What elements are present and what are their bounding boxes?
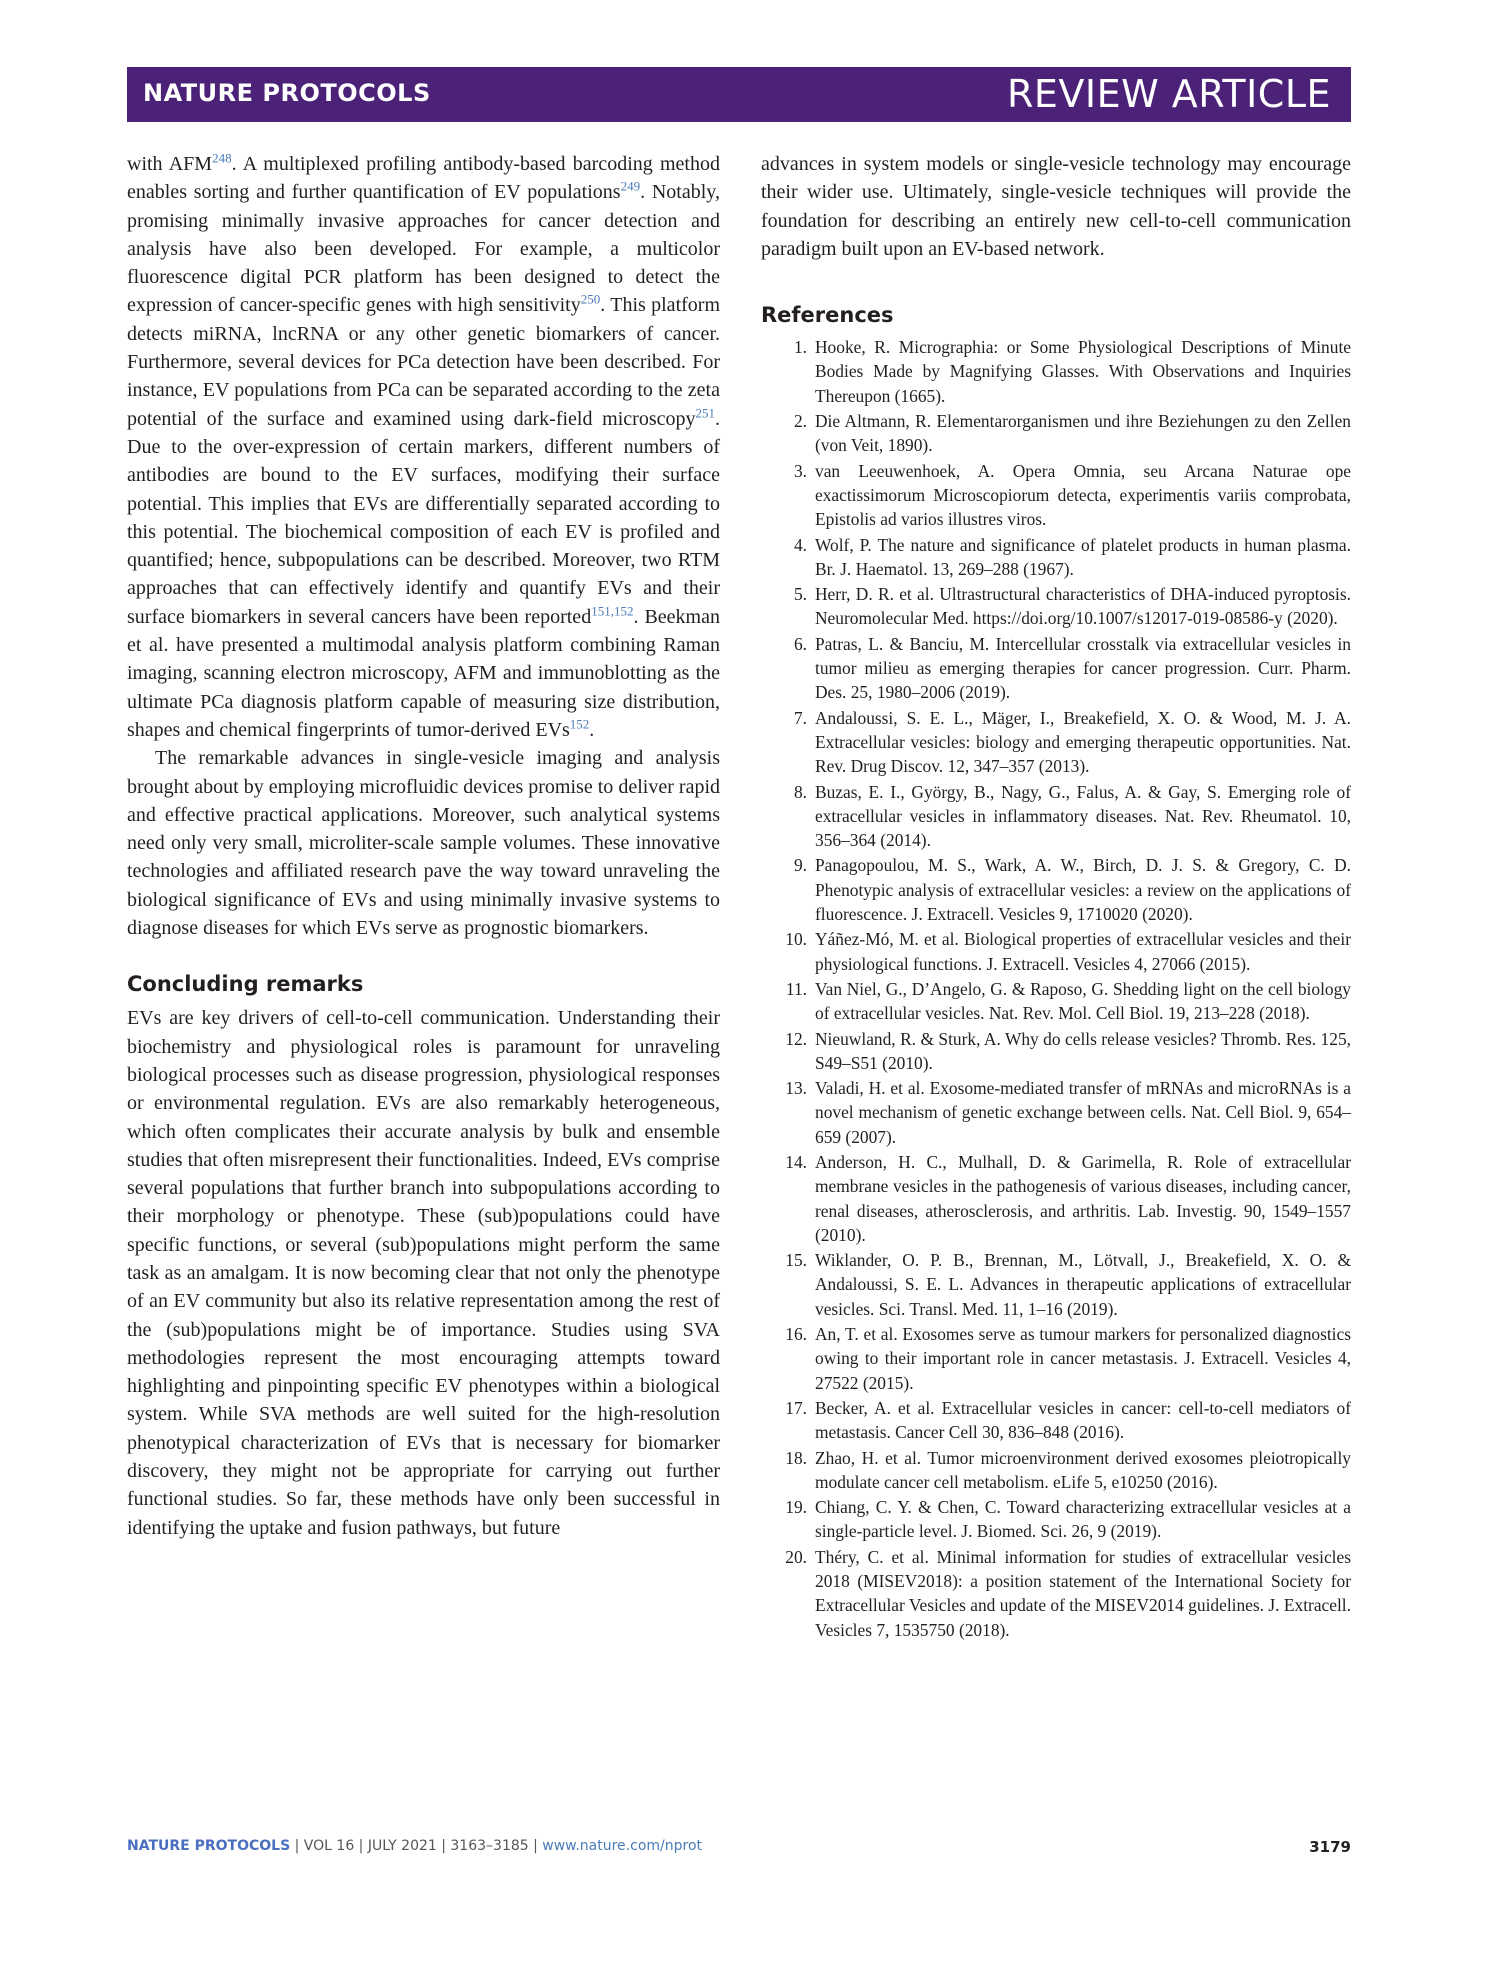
reference-number: 9. (793, 855, 807, 876)
reference-text: Anderson, H. C., Mulhall, D. & Garimella, R. Role of extracellular membrane vesicles in the pathogenesis of various diseases, including cancer, renal diseases, atherosclerosis, and arthritis. Lab. Investig. 90, 1549–1557 (2010). (815, 1151, 1351, 1245)
reference-text: Chiang, C. Y. & Chen, C. Toward characterizing extracellular vesicles at a single-particle level. J. Biomed. Sci. 26, 9 (2019). (815, 1497, 1351, 1542)
reference-number: 8. (793, 781, 807, 802)
citation-link[interactable]: 251 (695, 405, 715, 421)
reference-text: Yáñez-Mó, M. et al. Biological properties of extracellular vesicles and their physiological functions. J. Extracell. Vesicles 4, 27066 (2015). (815, 929, 1351, 974)
footer-journal: NATURE PROTOCOLS (127, 1838, 291, 1854)
reference-text: Nieuwland, R. & Sturk, A. Why do cells release vesicles? Thromb. Res. 125, S49–S51 (2010). (815, 1028, 1351, 1073)
reference-item (761, 459, 1351, 532)
reference-number: 18. (785, 1447, 807, 1468)
page-footer (127, 1838, 1351, 1854)
reference-text: Die Altmann, R. Elementarorganismen und ihre Beziehungen zu den Zellen (von Veit, 1890). (815, 411, 1351, 456)
reference-number: 2. (793, 411, 807, 432)
journal-name: NATURE PROTOCOLS (143, 79, 431, 107)
reference-number: 13. (785, 1078, 807, 1099)
reference-item (761, 533, 1351, 582)
reference-number: 10. (785, 929, 807, 950)
reference-text: Herr, D. R. et al. Ultrastructural characteristics of DHA-induced pyroptosis. Neuromolecular Med. https://doi.org/10.1007/s12017-019-08586-y (2020). (815, 584, 1351, 629)
reference-list (761, 335, 1351, 1642)
reference-number: 1. (793, 337, 807, 358)
reference-item (761, 977, 1351, 1026)
section-heading: Concluding remarks (127, 972, 364, 997)
reference-number: 7. (793, 707, 807, 728)
reference-number: 5. (793, 584, 807, 605)
reference-item (761, 1027, 1351, 1076)
reference-item (761, 409, 1351, 458)
reference-text: Panagopoulou, M. S., Wark, A. W., Birch, D. J. S. & Gregory, C. D. Phenotypic analysis of extracellular vesicles: a review on the applications of fluorescence. J. Extracell. Vesicles 9, 1710020 (2020). (815, 855, 1351, 925)
reference-number: 16. (785, 1324, 807, 1345)
reference-number: 4. (793, 534, 807, 555)
reference-number: 17. (785, 1397, 807, 1418)
references-heading: References (761, 303, 894, 328)
body-paragraph: advances in system models or single-vesicle technology may encourage their wider use. Ultimately, single-vesicle techniques will provide the foundation for describing an entirely new cell-to-cell communication paradigm built upon an EV-based network. (761, 153, 1351, 260)
reference-item (761, 1322, 1351, 1395)
reference-item (761, 632, 1351, 705)
body-paragraph: with AFM$^{248}$. A multiplexed profiling antibody-based barcoding method enables sorting and further quantification of EV populations$^{249}$. Notably, promising minimally invasive approaches for cancer detection and analysis have also been developed. For example, a multicolor fluorescence digital PCR platform has been designed to detect the expression of cancer-specific genes with high sensitivity$^{250}$. This platform detects miRNA, lncRNA or any other genetic biomarkers of cancer. Furthermore, several devices for PCa detection have been described. For instance, EV populations from PCa can be separated according to the zeta potential of the surface and examined using dark-field microscopy$^{251}$. Due to the over-expression of certain markers, different numbers of antibodies are bound to the EV surfaces, modifying their surface potential. This implies that EVs are differentially separated according to this potential. The biochemical composition of each EV is profiled and quantified; hence, subpopulations can be described. Moreover, two RTM approaches that can effectively identify and quantify EVs and their surface biomarkers in several cancers have been reported$^{151,152}$. Beekman et al. have presented a multimodal analysis platform combining Raman imaging, scanning electron microscopy, AFM and immunoblotting as the ultimate PCa diagnosis platform capable of measuring size distribution, shapes and chemical fingerprints of tumor-derived EVs$^{152}$. (127, 150, 720, 741)
reference-text: Wiklander, O. P. B., Brennan, M., Lötvall, J., Breakefield, X. O. & Andaloussi, S. E. L. Advances in therapeutic applications of extracellular vesicles. Sci. Transl. Med. 11, 1–16 (2019). (815, 1250, 1351, 1319)
citation-link[interactable]: 250 (580, 291, 601, 307)
reference-item (761, 1545, 1351, 1642)
reference-item (761, 1495, 1351, 1544)
reference-item (761, 927, 1351, 976)
reference-number: 14. (785, 1151, 807, 1172)
reference-item (761, 706, 1351, 779)
page-header (127, 67, 1351, 122)
footer-url-link[interactable]: www.nature.com/nprot (542, 1838, 703, 1854)
article-type: REVIEW ARTICLE (1006, 72, 1331, 116)
reference-text: An, T. et al. Exosomes serve as tumour markers for personalized diagnostics owing to their important role in cancer metastasis. J. Extracell. Vesicles 4, 27522 (2015). (815, 1324, 1351, 1393)
footer-details: | VOL 16 | JULY 2021 | 3163–3185 | (290, 1838, 543, 1854)
reference-text: Valadi, H. et al. Exosome-mediated transfer of mRNAs and microRNAs is a novel mechanism of genetic exchange between cells. Nat. Cell Biol. 9, 654–659 (2007). (815, 1078, 1351, 1147)
reference-item (761, 582, 1351, 631)
left-column (127, 150, 720, 1542)
reference-number: 11. (785, 978, 807, 999)
reference-number: 3. (793, 460, 807, 481)
body-paragraph: The remarkable advances in single-vesicle imaging and analysis brought about by employing microfluidic devices promise to deliver rapid and effective practical applications. Moreover, such analytical systems need only very small, microliter-scale sample volumes. These innovative technologies and affiliated research pave the way toward unraveling the biological significance of EVs and using minimally invasive systems to diagnose diseases for which EVs serve as prognostic biomarkers. (127, 747, 720, 940)
reference-item (761, 1396, 1351, 1445)
reference-number: 15. (785, 1250, 807, 1271)
citation-link[interactable]: 248 (212, 150, 232, 166)
reference-number: 6. (793, 633, 807, 654)
reference-text: Buzas, E. I., György, B., Nagy, G., Falus, A. & Gay, S. Emerging role of extracellular vesicles in inflammatory diseases. Nat. Rev. Rheumatol. 10, 356–364 (2014). (815, 781, 1351, 851)
reference-number: 12. (785, 1028, 807, 1049)
reference-item (761, 1150, 1351, 1247)
right-column (761, 150, 1351, 1643)
reference-item (761, 780, 1351, 853)
reference-text: Wolf, P. The nature and significance of platelet products in human plasma. Br. J. Haematol. 13, 269–288 (1967). (815, 534, 1351, 579)
reference-item (761, 853, 1351, 926)
reference-item (761, 335, 1351, 408)
reference-text: Hooke, R. Micrographia: or Some Physiological Descriptions of Minute Bodies Made by Magnifying Glasses. With Observations and Inquiries Thereupon (1665). (815, 337, 1351, 406)
reference-text: Patras, L. & Banciu, M. Intercellular crosstalk via extracellular vesicles in tumor milieu as emerging therapies for cancer progression. Curr. Pharm. Des. 25, 1980–2006 (2019). (815, 633, 1351, 703)
reference-number: 19. (785, 1497, 807, 1518)
body-paragraph: EVs are key drivers of cell-to-cell communication. Understanding their biochemistry and physiological roles is paramount for unraveling biological processes such as disease progression, physiological responses or environmental regulation. EVs are also remarkably heterogeneous, which often complicates their accurate analysis by bulk and ensemble studies that often misrepresent their functionalities. Indeed, EVs comprise several populations that further branch into subpopulations according to their morphology or phenotype. These (sub)populations could have specific functions, or several (sub)populations might perform the same task as an amalgam. It is now becoming clear that not only the phenotype of an EV community but also its relative representation among the rest of the (sub)populations might be of importance. Studies using SVA methodologies represent the most encouraging attempts toward highlighting and pinpointing specific EV phenotypes within a biological system. While SVA methods are well suited for the high-resolution phenotypical characterization of EVs that is necessary for biomarker discovery, they might not be appropriate for carrying out further functional studies. So far, these methods have only been successful in identifying the uptake and fusion pathways, but future (127, 1007, 720, 1539)
reference-text: Andaloussi, S. E. L., Mäger, I., Breakefield, X. O. & Wood, M. J. A. Extracellular vesicles: biology and emerging therapeutic opportunities. Nat. Rev. Drug Discov. 12, 347–357 (2013). (815, 707, 1351, 777)
reference-number: 20. (785, 1546, 807, 1567)
citation-link[interactable]: 249 (620, 178, 641, 194)
reference-item (761, 1248, 1351, 1321)
reference-text: Van Niel, G., D’Angelo, G. & Raposo, G. Shedding light on the cell biology of extracellular vesicles. Nat. Rev. Mol. Cell Biol. 19, 213–228 (2018). (815, 978, 1351, 1024)
reference-text: Zhao, H. et al. Tumor microenvironment derived exosomes pleiotropically modulate cancer cell metabolism. eLife 5, e10250 (2016). (815, 1447, 1351, 1492)
reference-item (761, 1446, 1351, 1495)
citation-link[interactable]: 152 (569, 716, 590, 732)
reference-text: Becker, A. et al. Extracellular vesicles in cancer: cell-to-cell mediators of metastasis. Cancer Cell 30, 836–848 (2016). (815, 1397, 1351, 1443)
reference-item (761, 1076, 1351, 1149)
reference-text: van Leeuwenhoek, A. Opera Omnia, seu Arcana Naturae ope exactissimorum Microscopiorum detecta, experimentis variis comprobata, Epistolis ad varios illustres viros. (815, 460, 1351, 530)
page-number: 3179 (1309, 1838, 1351, 1856)
citation-link[interactable]: 151,152 (591, 603, 634, 619)
reference-text: Théry, C. et al. Minimal information for studies of extracellular vesicles 2018 (MISEV2018): a position statement of the International Society for Extracellular Vesicles and update of the MISEV2014 guidelines. J. Extracell. Vesicles 7, 1535750 (2018). (815, 1546, 1351, 1640)
